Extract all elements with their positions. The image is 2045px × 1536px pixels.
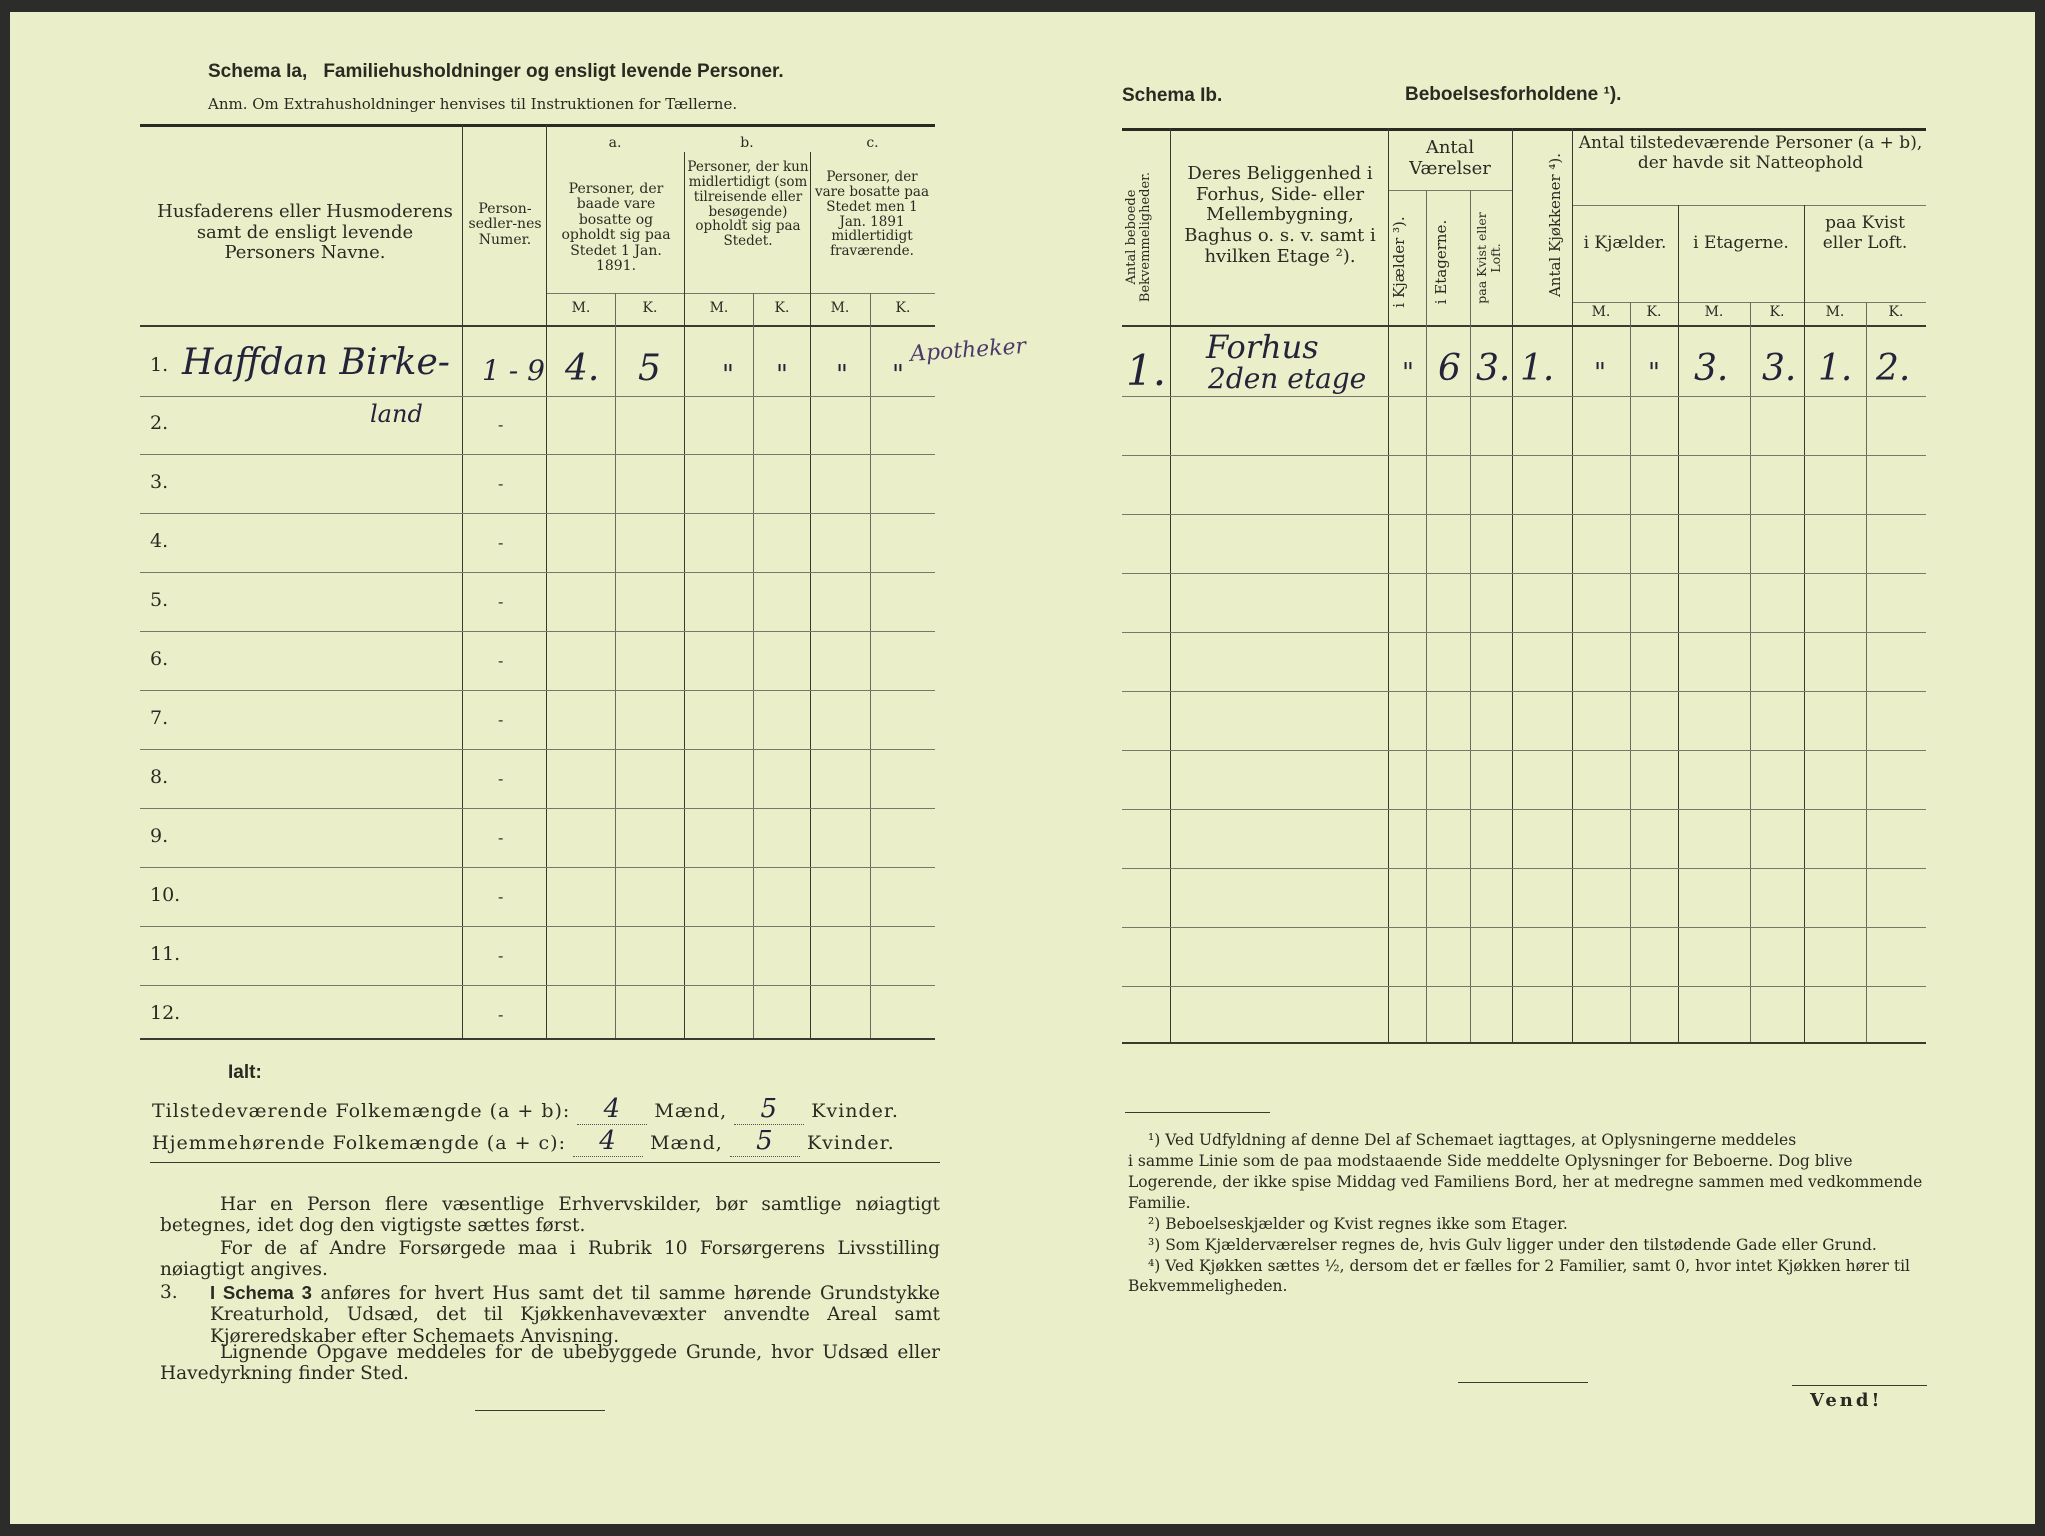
row-number: 12. bbox=[150, 1002, 181, 1024]
number-dash: - bbox=[498, 533, 504, 552]
ik-k-label: K. bbox=[1646, 304, 1662, 320]
footnote-1-line-3: Logerende, der ikke spise Middag ved Familiens Bord, her at medregne sammen med vedkommende Familie. bbox=[1128, 1172, 1923, 1212]
col-header-night-attic: paa Kvist eller Loft. bbox=[1822, 213, 1908, 253]
number-dash: - bbox=[498, 710, 504, 729]
b-women-value: " bbox=[776, 360, 788, 390]
col-header-night-floors: i Etagerne. bbox=[1693, 233, 1789, 253]
cellar-rooms-value: " bbox=[1402, 358, 1414, 388]
b-men-value: " bbox=[722, 360, 734, 390]
number-dash: - bbox=[498, 651, 504, 670]
c-m-label: M. bbox=[830, 300, 850, 316]
schema-ib-title bbox=[1122, 84, 1222, 107]
resident-population-label: Hjemmehørende Folkemængde (a + c): bbox=[152, 1132, 566, 1154]
footnote-2: ²) Beboelseskjælder og Kvist regnes ikke som Etager. bbox=[1148, 1214, 1568, 1233]
row-number: 3. bbox=[150, 471, 169, 493]
group-c-header: Personer, der vare bosatte paa Stedet men 1 Jan. 1891 midlertidigt fraværende. bbox=[814, 169, 930, 260]
schema-ia-note: Anm. Om Extrahusholdninger henvises til Instruktionen for Tællerne. bbox=[208, 95, 738, 113]
number-dash: - bbox=[498, 887, 504, 906]
schema-ib-label: Schema Ib. bbox=[1122, 85, 1223, 106]
row-number: 4. bbox=[150, 530, 169, 552]
instruction-3-schema: I Schema 3 bbox=[210, 1282, 312, 1303]
instruction-1: Har en Person flere væsentlige Erhvervskilder, bør samtlige nøiagtigt betegnes, idet dog den vigtigste sættes først. bbox=[160, 1194, 940, 1237]
night-attic-men: 1. bbox=[1818, 348, 1853, 389]
col-header-dwellings: Antal beboede Bekvemmeligheder. bbox=[1124, 171, 1154, 303]
col-header-rooms: Antal Værelser bbox=[1409, 137, 1491, 179]
instruction-2: For de af Andre Forsørgede maa i Rubrik 10 Forsørgerens Livsstilling nøiagtigt angives. bbox=[160, 1238, 940, 1281]
dwelling-count: 1. bbox=[1126, 346, 1167, 395]
number-dash: - bbox=[498, 1005, 504, 1024]
row-number: 7. bbox=[150, 707, 169, 729]
b-m-label: M. bbox=[709, 300, 729, 316]
col-header-attic-rooms: paa Kvist eller Loft. bbox=[1474, 212, 1503, 304]
col-header-persons-night: Antal tilstedeværende Personer (a + b), der havde sit Natteophold bbox=[1578, 133, 1923, 173]
schema-ia-subtitle: Familiehusholdninger og ensligt levende Personer. bbox=[323, 61, 784, 82]
row-number: 9. bbox=[150, 825, 169, 847]
col-header-cellar-rooms: i Kjælder ³). bbox=[1390, 216, 1408, 308]
ie-k-label: K. bbox=[1769, 304, 1785, 320]
schema-ia-title bbox=[208, 60, 784, 83]
a-k-label: K. bbox=[642, 300, 658, 316]
women-label: Kvinder. bbox=[811, 1100, 899, 1122]
col-header-location: Deres Beliggenhed i Forhus, Side- eller Mellembygning, Baghus o. s. v. samt i hvilken Etage ²). bbox=[1184, 163, 1376, 267]
row-number: 10. bbox=[150, 884, 181, 906]
kitchens-value: 1. bbox=[1520, 348, 1555, 389]
c-k-label: K. bbox=[895, 300, 911, 316]
pk-k-label: K. bbox=[1888, 304, 1904, 320]
women-label: Kvinder. bbox=[806, 1132, 895, 1154]
present-population-label: Tilstedeværende Folkemængde (a + b): bbox=[152, 1100, 571, 1122]
present-women-total: 5 bbox=[734, 1094, 804, 1125]
ik-m-label: M. bbox=[1591, 304, 1611, 320]
night-attic-women: 2. bbox=[1876, 348, 1911, 389]
a-women-value: 5 bbox=[638, 348, 661, 389]
group-b-header: Personer, der kun midlertidigt (som tilreisende eller besøgende) opholdt sig paa Stedet. bbox=[687, 159, 809, 250]
a-men-value: 4. bbox=[565, 348, 600, 389]
night-floors-men: 3. bbox=[1694, 348, 1729, 389]
present-population-row bbox=[152, 1094, 899, 1125]
col-header-number: Person-sedler-nes Numer. bbox=[468, 201, 542, 248]
turn-over-note: Vend! bbox=[1810, 1390, 1883, 1411]
night-cellar-women: " bbox=[1648, 358, 1660, 388]
pk-m-label: M. bbox=[1825, 304, 1845, 320]
location-floor: 2den etage bbox=[1208, 362, 1367, 395]
instruction-3-number: 3. bbox=[160, 1282, 178, 1303]
household-head-name: Haffdan Birke- bbox=[182, 342, 450, 383]
instruction-4: Lignende Opgave meddeles for de ubebyggede Grunde, hvor Udsæd eller Havedyrkning finder Sted. bbox=[160, 1342, 940, 1385]
row-number: 11. bbox=[150, 943, 181, 965]
group-b-letter: b. bbox=[740, 135, 754, 151]
number-dash: - bbox=[498, 946, 504, 965]
footnotes bbox=[1128, 1130, 1928, 1297]
night-floors-women: 3. bbox=[1762, 348, 1797, 389]
row-number: 5. bbox=[150, 589, 169, 611]
ie-m-label: M. bbox=[1704, 304, 1724, 320]
occupation-note: Apotheker bbox=[909, 333, 1027, 368]
footnote-1-line-2: i samme Linie som de paa modstaaende Side meddelte Oplysninger for Beboerne. Dog blive bbox=[1128, 1151, 1853, 1170]
number-dash: - bbox=[498, 828, 504, 847]
b-k-label: K. bbox=[774, 300, 790, 316]
footnote-4: ⁴) Ved Kjøkken sættes ½, dersom det er fælles for 2 Familier, samt 0, hvor intet Kjøkken hører til Bekvemmeligheden. bbox=[1128, 1256, 1910, 1296]
men-label: Mænd, bbox=[650, 1132, 723, 1154]
number-dash: - bbox=[498, 474, 504, 493]
attic-rooms-value: 3. bbox=[1476, 348, 1511, 389]
c-women-value: " bbox=[892, 360, 904, 390]
resident-population-row bbox=[152, 1126, 895, 1157]
schema-ib-subtitle: Beboelsesforholdene ¹). bbox=[1405, 84, 1622, 105]
col-header-kitchens: Antal Kjøkkener ⁴). bbox=[1546, 152, 1564, 298]
group-c-letter: c. bbox=[866, 135, 879, 151]
household-head-name-cont: land bbox=[370, 400, 423, 428]
row-number: 6. bbox=[150, 648, 169, 670]
present-men-total: 4 bbox=[577, 1094, 647, 1125]
schema-ia-label: Schema Ia, bbox=[208, 61, 308, 82]
ialt-label: Ialt: bbox=[228, 1062, 262, 1083]
night-cellar-men: " bbox=[1594, 358, 1606, 388]
group-a-header: Personer, der baade vare bosatte og opholdt sig paa Stedet 1 Jan. 1891. bbox=[561, 181, 671, 274]
number-dash: - bbox=[498, 415, 504, 434]
col-header-floor-rooms: i Etagerne. bbox=[1432, 219, 1450, 305]
location-building: Forhus bbox=[1206, 328, 1319, 366]
instruction-3-text: anføres for hvert Hus samt det til samme hørende Grundstykke Kreaturhold, Udsæd, det til Kjøkkenhavevæxter anvendte Areal samt Kjøreredskaber efter Schemaets Anvisning. bbox=[210, 1283, 940, 1347]
col-header-names: Husfaderens eller Husmoderens samt de ensligt levende Personers Navne. bbox=[157, 201, 453, 264]
row-number: 1. bbox=[150, 354, 169, 376]
number-dash: - bbox=[498, 592, 504, 611]
row-number: 2. bbox=[150, 412, 169, 434]
footnote-3: ³) Som Kjælderværelser regnes de, hvis Gulv ligger under den tilstødende Gade eller Grund. bbox=[1148, 1235, 1877, 1254]
floor-rooms-value: 6 bbox=[1438, 348, 1461, 389]
men-label: Mænd, bbox=[654, 1100, 728, 1122]
number-dash: - bbox=[498, 769, 504, 788]
resident-men-total: 4 bbox=[573, 1126, 643, 1157]
footnote-1-line-1: ¹) Ved Udfyldning af denne Del af Schemaet iagttages, at Oplysningerne meddeles bbox=[1148, 1131, 1797, 1149]
census-form-page bbox=[10, 12, 2035, 1524]
group-a-letter: a. bbox=[608, 135, 622, 151]
resident-women-total: 5 bbox=[730, 1126, 800, 1157]
row-number: 8. bbox=[150, 766, 169, 788]
person-slip-numbers: 1 - 9 bbox=[482, 354, 545, 387]
c-men-value: " bbox=[836, 360, 848, 390]
col-header-night-cellar: i Kjælder. bbox=[1583, 233, 1667, 253]
instruction-3 bbox=[160, 1282, 940, 1347]
a-m-label: M. bbox=[571, 300, 591, 316]
